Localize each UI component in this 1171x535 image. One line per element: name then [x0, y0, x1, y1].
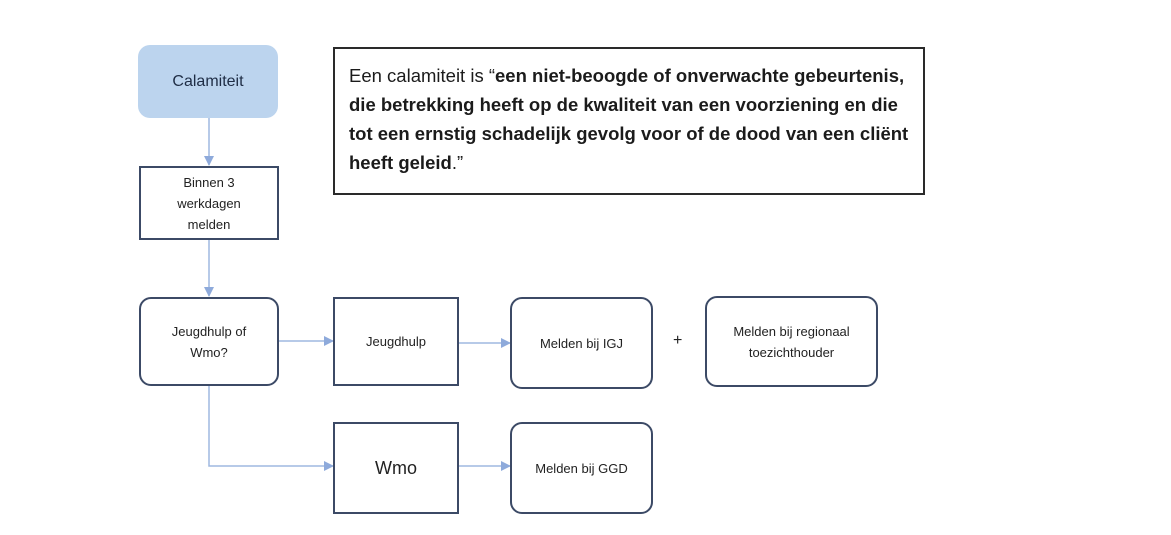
node-melden-bij-igj: Melden bij IGJ	[510, 297, 653, 389]
decision-node-jeugdhulp-of-wmo: Jeugdhulp of Wmo?	[139, 297, 279, 386]
definition-intro: Een calamiteit is “	[349, 65, 495, 86]
definition-outro: .”	[451, 152, 464, 173]
start-node-calamiteit: Calamiteit	[138, 45, 278, 118]
node-wmo: Wmo	[333, 422, 459, 514]
node-binnen-3-werkdagen-melden: Binnen 3 werkdagen melden	[139, 166, 279, 240]
node-jeugdhulp: Jeugdhulp	[333, 297, 459, 386]
node-melden-bij-regionaal-toezichthouder: Melden bij regionaal toezichthouder	[705, 296, 878, 387]
definition-bold-text: een niet-beoogde of onverwachte gebeurtenis, die betrekking heeft op de kwaliteit van een voorziening en die tot een ernstig schadelijk gevolg voor of de dood van een cliënt heeft geleid	[349, 65, 909, 173]
arrow-vraag-to-wmo	[209, 386, 333, 466]
plus-sign: +	[673, 332, 683, 349]
definition-box	[333, 47, 925, 195]
node-melden-bij-ggd: Melden bij GGD	[510, 422, 653, 514]
